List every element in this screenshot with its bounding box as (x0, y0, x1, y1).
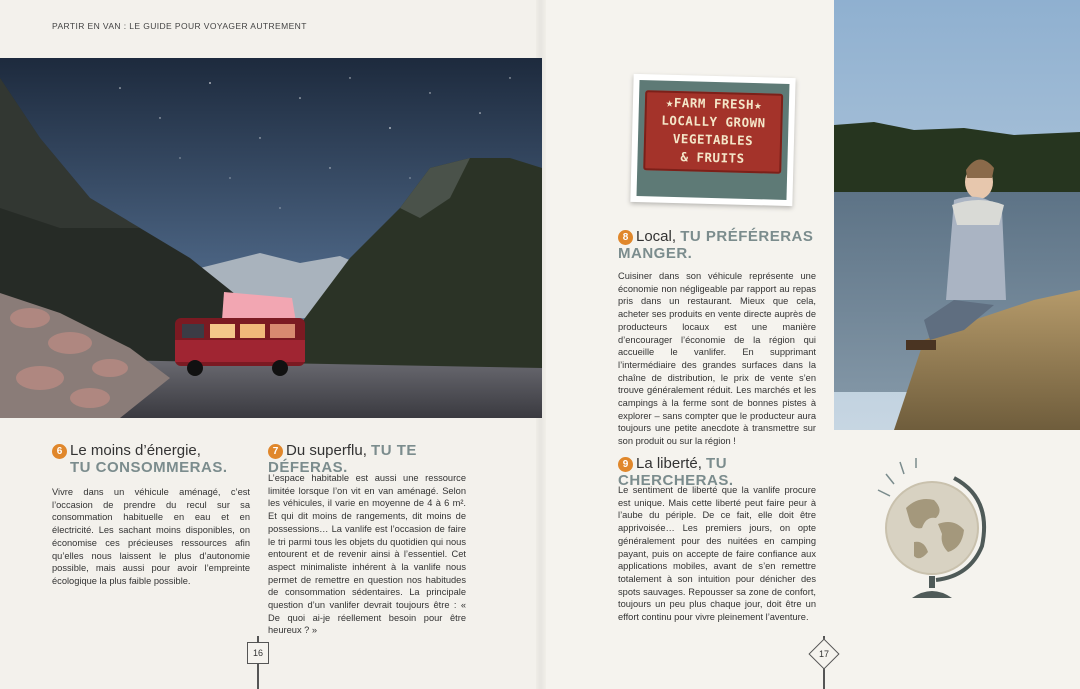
running-head: PARTIR EN VAN : LE GUIDE POUR VOYAGER AUTREMENT (52, 21, 307, 31)
section-6-heading (52, 442, 252, 476)
sign-line-2: LOCALLY GROWN (661, 112, 766, 131)
page-number-right-text: 17 (818, 648, 830, 659)
section-6-title: Le moins d’énergie, (70, 442, 201, 459)
section-8-number: 8 (618, 230, 633, 245)
woman-by-lake-photo (834, 0, 1080, 430)
night-van-photo (0, 58, 542, 418)
globe-illustration (874, 458, 990, 604)
section-7-body: L’espace habitable est aussi une ressource limitée lorsque l’on vit en van aménagé. Selon les véhicules, il varie en moyenne de 4 à 6 m². Et qui dit moins de rangements, dit moins de possessions… La vanlife est l’occasion de faire le tri parmi tous les objets du quotidien qui nous entourent et de revenir ainsi à l’essentiel. Cet aspect minimaliste inhérent à la vanlife nous permet de remettre en question nos habitudes de consommation sédentaires. La principale question d’un vanlifer devrait toujours être : « De quoi ai-je réellement besoin pour être heureux ? » (268, 473, 466, 636)
section-8-title-strong: TU PRÉFÉRERAS MANGER. (618, 228, 814, 262)
section-9-body: Le sentiment de liberté que la vanlife procure est unique. Mais cette liberté peut faire peur à l’aube du périple. De ce fait, elle doit être apprivoisée… Les premiers jours, on opte généralement pour des nuitées en camping payant, puis on accepte de faire confiance aux applications mobiles, avant de s’en remettre totalement à son intuition pour dénicher des spots sauvages. Repousser sa zone de confort, toujours un peu plus chaque jour, doit être un effort continu pour vivre pleinement l’aventure. (618, 485, 816, 623)
farm-fresh-sign-photo (630, 74, 795, 206)
sign-line-1: ★FARM FRESH★ (665, 94, 763, 113)
section-8-body: Cuisiner dans son véhicule représente une économie non négligeable par rapport au repas pris dans un restaurant. Mieux que cela, acheter ses produits en vente directe auprès de producteurs locaux est une manière d’encourager l’économie de la région qui accueille le vanlifer. En supprimant l’intermédiaire des grandes surfaces dans la chaîne de distribution, le prix de vente s’en trouve généralement réduit. Les marchés et les campings à la ferme sont de bonnes pistes à explorer – sans compter que le producteur aura toujours une petite anecdote à transmettre sur son produit ou sur la région ! (618, 271, 816, 447)
section-8-title: Local, (636, 228, 677, 245)
section-9-number: 9 (618, 457, 633, 472)
section-6-body: Vivre dans un véhicule aménagé, c’est l’occasion de prendre du recul sur sa consommation habituelle en eau et en électricité. Les sachant moins disponibles, on économise ces précieuses ressources afin qu’elles nous laissent le plus d’autonomie possible, mais aussi pour avoir l’empreinte écologique la plus faible possible. (52, 487, 250, 586)
section-7-title: Du superflu, (286, 442, 367, 459)
section-9-title: La liberté, (636, 455, 702, 472)
section-7-title-strong: TU TE DÉFERAS. (268, 442, 417, 476)
section-6-title-strong: TU CONSOMMERAS. (70, 459, 228, 476)
section-8-heading (618, 228, 818, 262)
section-7-heading (268, 442, 468, 476)
sign-line-3: VEGETABLES (672, 130, 754, 149)
section-7-number: 7 (268, 444, 283, 459)
section-9-title-strong: TU CHERCHERAS. (618, 455, 734, 489)
section-6-number: 6 (52, 444, 67, 459)
sign-line-4: & FRUITS (680, 149, 745, 166)
page-number-left: 16 (247, 642, 269, 664)
